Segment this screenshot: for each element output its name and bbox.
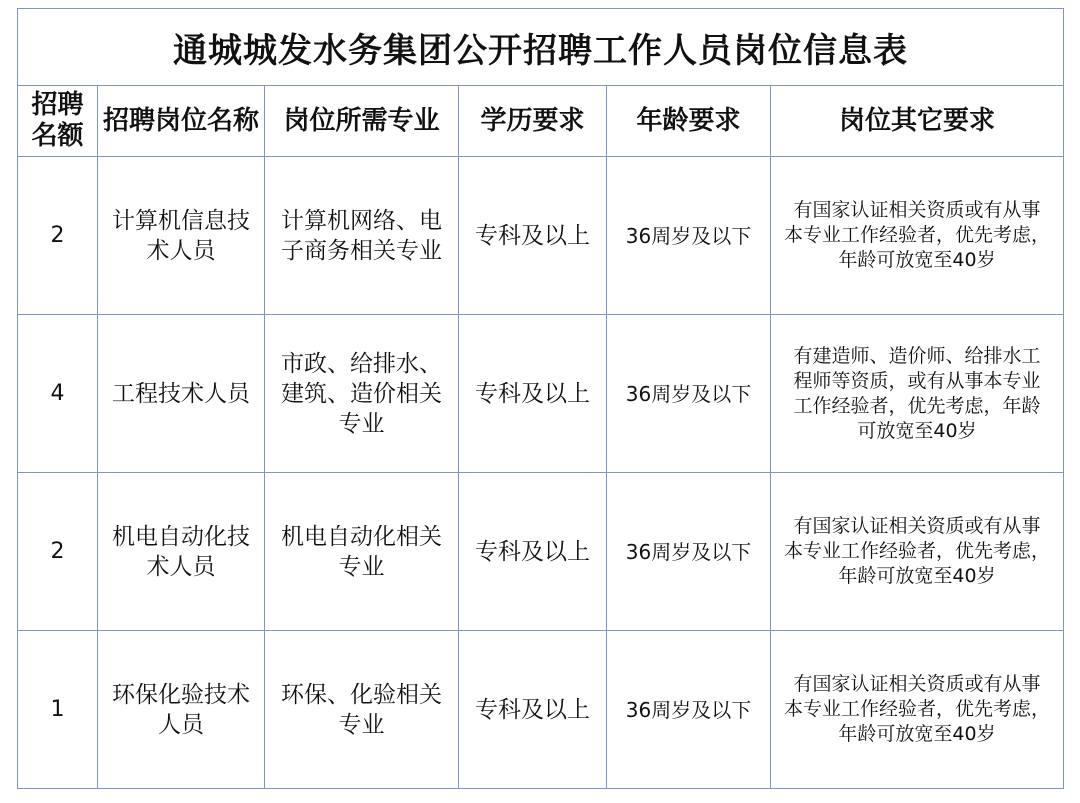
cell-count: 1 xyxy=(18,631,98,789)
header-other: 岗位其它要求 xyxy=(771,86,1064,157)
cell-age: 36周岁及以下 xyxy=(607,631,771,789)
cell-age: 36周岁及以下 xyxy=(607,473,771,631)
cell-other: 有建造师、造价师、给排水工 程师等资质，或有从事本专业 工作经验者，优先考虑，年龄 可放宽至40岁 xyxy=(771,315,1064,473)
cell-education: 专科及以上 xyxy=(459,473,607,631)
table-title: 通城城发水务集团公开招聘工作人员岗位信息表 xyxy=(18,9,1064,86)
cell-position: 计算机信息技 术人员 xyxy=(98,157,265,315)
cell-count: 2 xyxy=(18,157,98,315)
header-major: 岗位所需专业 xyxy=(265,86,459,157)
cell-major: 市政、给排水、 建筑、造价相关 专业 xyxy=(265,315,459,473)
cell-education: 专科及以上 xyxy=(459,631,607,789)
cell-count: 4 xyxy=(18,315,98,473)
cell-position: 环保化验技术 人员 xyxy=(98,631,265,789)
cell-education: 专科及以上 xyxy=(459,315,607,473)
cell-position: 工程技术人员 xyxy=(98,315,265,473)
header-row xyxy=(18,86,1064,157)
cell-other: 有国家认证相关资质或有从事 本专业工作经验者，优先考虑， 年龄可放宽至40岁 xyxy=(771,157,1064,315)
recruitment-table xyxy=(17,8,1064,789)
table-row xyxy=(18,315,1064,473)
header-count: 招聘 名额 xyxy=(18,86,98,157)
header-position: 招聘岗位名称 xyxy=(98,86,265,157)
title-row xyxy=(18,9,1064,86)
recruitment-table-sheet xyxy=(17,8,1063,789)
cell-major: 计算机网络、电 子商务相关专业 xyxy=(265,157,459,315)
header-education: 学历要求 xyxy=(459,86,607,157)
table-row xyxy=(18,473,1064,631)
cell-count: 2 xyxy=(18,473,98,631)
cell-education: 专科及以上 xyxy=(459,157,607,315)
cell-major: 环保、化验相关 专业 xyxy=(265,631,459,789)
cell-other: 有国家认证相关资质或有从事 本专业工作经验者，优先考虑， 年龄可放宽至40岁 xyxy=(771,473,1064,631)
cell-position: 机电自动化技 术人员 xyxy=(98,473,265,631)
header-age: 年龄要求 xyxy=(607,86,771,157)
cell-other: 有国家认证相关资质或有从事 本专业工作经验者，优先考虑， 年龄可放宽至40岁 xyxy=(771,631,1064,789)
table-row xyxy=(18,157,1064,315)
cell-age: 36周岁及以下 xyxy=(607,157,771,315)
cell-major: 机电自动化相关 专业 xyxy=(265,473,459,631)
table-row xyxy=(18,631,1064,789)
cell-age: 36周岁及以下 xyxy=(607,315,771,473)
